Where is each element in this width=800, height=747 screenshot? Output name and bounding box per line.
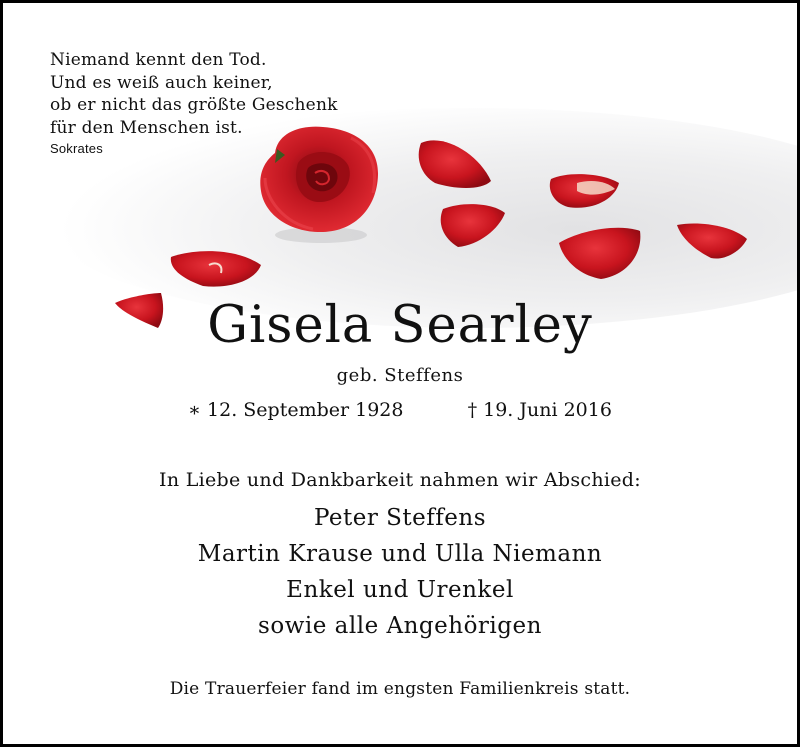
quote-line: Und es weiß auch keiner,: [50, 72, 273, 93]
funeral-note: Die Trauerfeier fand im engsten Familienkreis statt.: [169, 679, 631, 699]
farewell-intro: In Liebe und Dankbarkeit nahmen wir Abschied:: [159, 469, 641, 491]
birth-symbol-icon: ∗: [188, 399, 201, 421]
deceased-name: Gisela Searley: [207, 296, 593, 355]
death-date: 19. Juni 2016: [483, 399, 612, 421]
death-symbol-icon: †: [467, 399, 478, 421]
mourner-name: Enkel und Urenkel: [286, 577, 514, 603]
mourner-list: [3, 500, 797, 644]
sokrates-quote: [50, 49, 338, 159]
quote-line: für den Menschen ist.: [50, 117, 243, 138]
life-dates: [3, 399, 797, 421]
mourner-name: Martin Krause und Ulla Niemann: [197, 541, 603, 567]
birth-date: 12. September 1928: [207, 399, 404, 421]
maiden-name: geb. Steffens: [336, 365, 464, 386]
quote-line: Niemand kennt den Tod.: [50, 50, 267, 70]
quote-author: Sokrates: [50, 141, 103, 156]
mourner-name: Peter Steffens: [313, 505, 487, 531]
quote-line: ob er nicht das größte Geschenk: [50, 95, 338, 115]
mourner-name: sowie alle Angehörigen: [258, 613, 542, 639]
